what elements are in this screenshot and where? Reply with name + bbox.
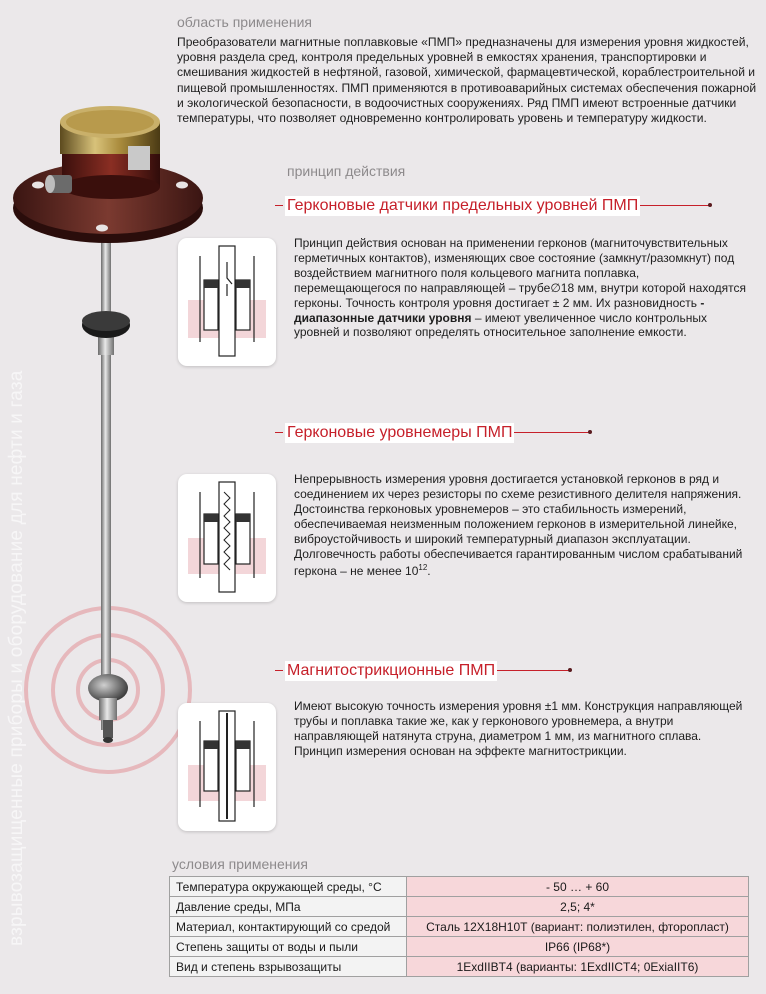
section-text-magnetostrictive: Имеют высокую точность измерения уровня ±1 мм. Конструкция направляющей трубы и поплавка такие же, как у герконового уровнемера, а внутри направляющей натянута струна, диаметром 1 мм, из магнитного сплава. Принцип измерения основан на эффекте магнитострикции.	[294, 699, 743, 758]
reed-level-diagram	[178, 474, 276, 602]
diagram-card-reed-limit	[178, 238, 276, 366]
table-row	[170, 897, 749, 917]
conditions-table	[169, 876, 749, 977]
reed-limit-diagram	[178, 238, 276, 366]
table-row	[170, 877, 749, 897]
intro-paragraph: Преобразователи магнитные поплавковые «ПМП» предназначены для измерения уровня жидкостей, уровня раздела сред, контроля предельных уровней в емкостях хранения, транспортировки и смешивания жидкостей в нефтяной, газовой, химической, фармацевтической, кораблестроительной и пищевой промышленностях. ПМП применяются в противоаварийных системах обеспечения пожарной и экологической безопасности, в водоочистных сооружениях. Ряд ПМП имеют встроенные датчики температуры, что позволяет одновременно контролировать уровень и температуру жидкости.	[177, 35, 757, 126]
section-heading-reed-limit	[275, 196, 715, 220]
table-cell-key: Температура окружающей среды, °С	[170, 877, 407, 897]
heading-text: Магнитострикционные ПМП	[287, 662, 496, 679]
table-cell-key: Вид и степень взрывозащиты	[170, 957, 407, 977]
table-row	[170, 917, 749, 937]
section-text-reed-limit: Принцип действия основан на применении герконов (магниточувствительных герметичных контактов), изменяющих свое состояние (замкнут/разомкнут) под воздействием магнитного поля кольцевого магнита поплавка, перемещающегося по направляющей – трубе∅18 мм, внутри которой находятся герконы. Точность контроля уровня достигает ± 2 мм. Их разновидность - диапазонные датчики уровня – имеют увеличенное число контрольных уровней и позволяют определять относительное заполнение емкости.	[294, 236, 746, 340]
diagram-card-magnetostrictive	[178, 703, 276, 831]
table-cell-value: 1ExdIIBT4 (варианты: 1ExdIICT4; 0ExiaIIT6)	[407, 957, 749, 977]
magnetostrictive-diagram	[178, 703, 276, 831]
table-cell-key: Степень защиты от воды и пыли	[170, 937, 407, 957]
section-label-application: область применения	[177, 14, 312, 30]
side-caption: взрывозащищенные приборы и оборудование для нефти и газа	[6, 370, 27, 946]
section-label-principle: принцип действия	[287, 163, 406, 179]
section-label-conditions: условия применения	[172, 856, 308, 872]
table-cell-value: Сталь 12Х18Н10Т (вариант: полиэтилен, фторопласт)	[407, 917, 749, 937]
section-text-reed-level: Непрерывность измерения уровня достигается установкой герконов в ряд и соединением их через резисторы по схеме резистивного делителя напряжения. Достоинства герконовых уровнемеров – это стабильность измерений, обеспечиваемая неизменным положением герконов в измерительной линейке, виброустойчивость и широкий температурный диапазон эксплуатации. Долговечность работы обеспечивается гарантированным числом срабатываний геркона – не менее $10^{12}$.	[294, 472, 743, 579]
table-cell-value: 2,5; 4*	[407, 897, 749, 917]
heading-text: Герконовые датчики предельных уровней ПМП	[287, 197, 639, 214]
product-illustration	[0, 100, 230, 800]
section-heading-magnetostrictive	[275, 661, 575, 685]
heading-text: Герконовые уровнемеры ПМП	[287, 424, 513, 441]
table-cell-key: Давление среды, МПа	[170, 897, 407, 917]
table-row	[170, 937, 749, 957]
table-cell-value: - 50 … + 60	[407, 877, 749, 897]
diagram-card-reed-level	[178, 474, 276, 602]
table-cell-key: Материал, контактирующий со средой	[170, 917, 407, 937]
table-row	[170, 957, 749, 977]
table-cell-value: IP66 (IP68*)	[407, 937, 749, 957]
section-heading-reed-level	[275, 423, 595, 447]
